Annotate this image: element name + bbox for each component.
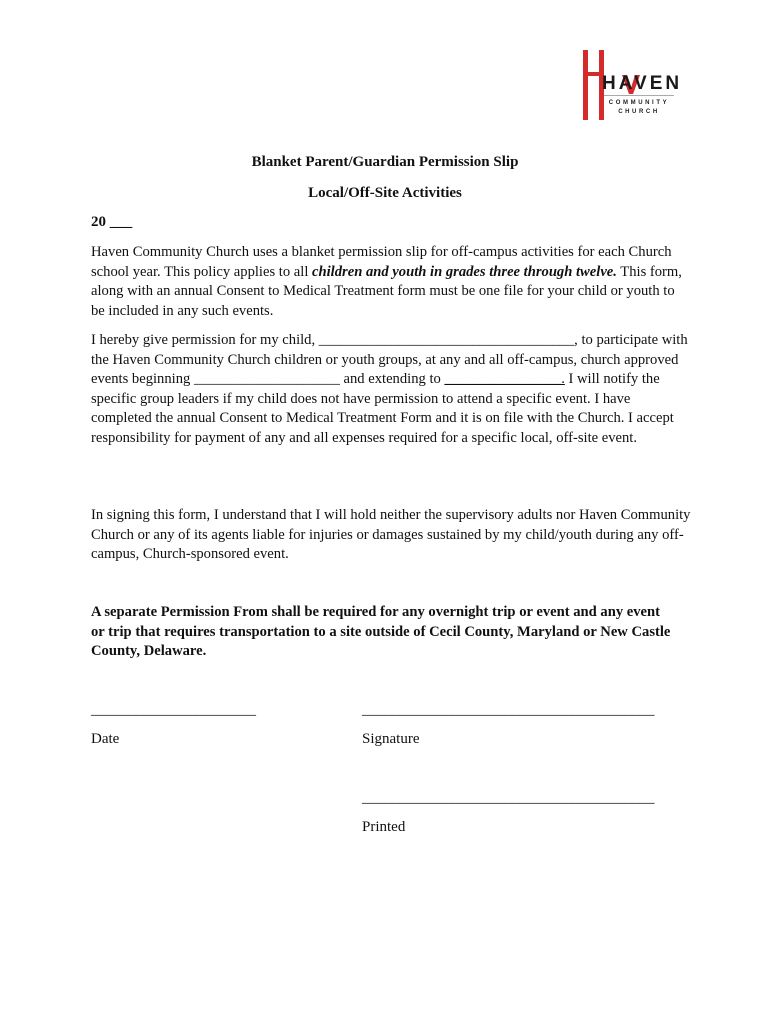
date-line: ______________________ [91,702,256,718]
policy-text-after: This form, along with an annual Consent to Medical Treatment form must be one file for your child or youth to be included in any such events. [91,263,682,319]
permission-paragraph [91,331,691,448]
separate-permission-notice: A separate Permission From shall be required for any overnight trip or event and any event or trip that requires transportation to a site outside of Cecil County, Maryland or New Castle County, Delaware. [91,604,671,659]
date-label: Date [91,731,120,747]
policy-emphasis: children and youth in grades three through twelve. [312,263,617,280]
year-field: 20 ___ [91,214,133,230]
document-title: Blanket Parent/Guardian Permission Slip [251,154,519,170]
signature-line: _______________________________________ [362,702,655,718]
logo-word: HAVEN [602,73,683,94]
printed-name-line: _______________________________________ [362,790,655,806]
haven-logo [578,48,683,126]
policy-paragraph [91,243,691,321]
printed-label: Printed [362,819,406,835]
liability-paragraph: In signing this form, I understand that I will hold neither the supervisory adults nor Haven Community Church or any of its agents liable for injuries or damages sustained by my child/youth during any off-campus, Church-sponsored event. [91,507,691,562]
document-subtitle: Local/Off-Site Activities [308,185,462,201]
policy-text-before: Haven Community Church uses a blanket permission slip for off-campus activities for each Church school year. This policy applies to all [91,244,672,280]
logo-line-community: COMMUNITY [608,100,670,106]
end-date-blank: ________________. [444,371,565,387]
permission-text-part1: I hereby give permission for my child, ___________________________________, to participate with the Haven Community Church children or youth groups, at any and all off-campus, church approved events beginning ____________________ and extending to [91,332,688,387]
signature-label: Signature [362,731,420,747]
permission-text-part2: I will notify the specific group leaders if my child does not have permission to attend a specific event. I have completed the annual Consent to Medical Treatment Form and it is on file with the Church. I accept responsibility for payment of any and all expenses required for a specific local, off-site event. [91,371,674,446]
logo-line-church: CHURCH [618,109,660,115]
